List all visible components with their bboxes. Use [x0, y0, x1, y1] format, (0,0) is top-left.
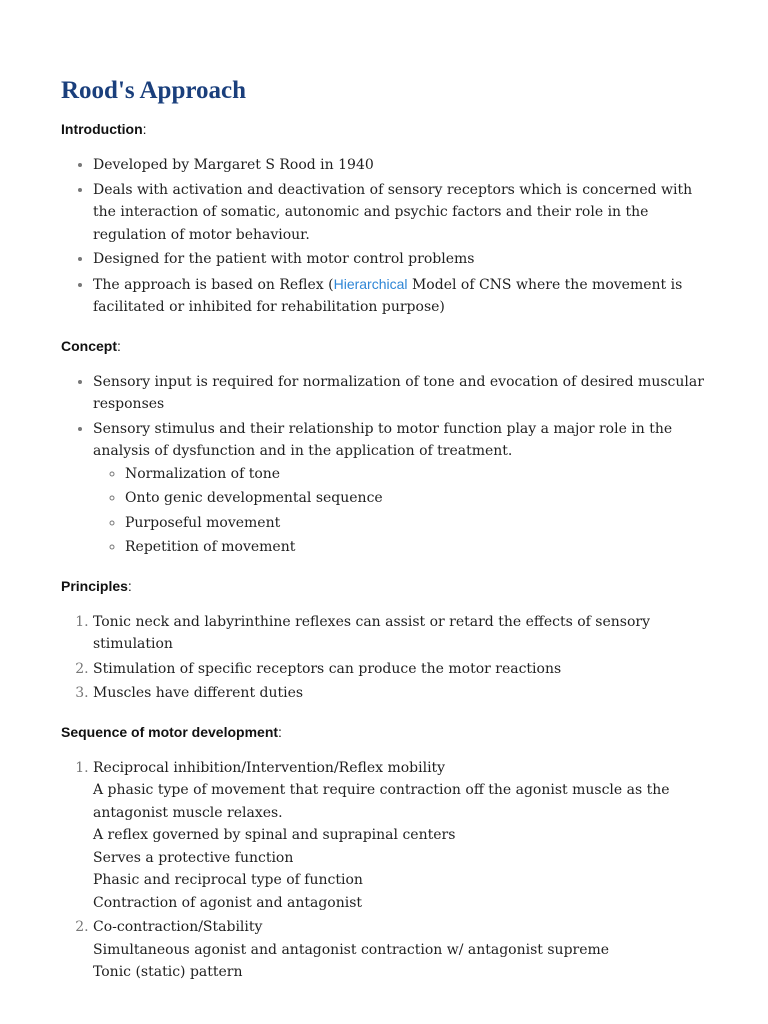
principles-list — [61, 611, 708, 705]
introduction-heading-text: Introduction — [61, 121, 143, 137]
list-item-text: Deals with activation and deactivation of sensory receptors which is concerned with the interaction of somatic, autonomic and psychic factors and their role in the regulation of motor behaviour. — [93, 181, 693, 243]
list-item-text-continued: Model of CNS where the movement is facilitated or inhibited for rehabilitation purpose) — [93, 276, 683, 315]
list-item — [93, 418, 708, 559]
principles-heading — [61, 575, 708, 597]
heading-colon: : — [142, 121, 147, 137]
stage-detail: Tonic (static) pattern — [93, 964, 243, 980]
heading-colon: : — [127, 577, 132, 594]
sublist-item: ◦ Repetition of movement — [125, 536, 708, 559]
list-item-text: Developed by Margaret S Rood in 1940 — [93, 157, 374, 173]
list-item — [93, 757, 708, 915]
sublist-item: ◦ Normalization of tone — [125, 463, 708, 486]
introduction-list — [61, 154, 708, 319]
stage-title: 1. Reciprocal inhibition/Intervention/Reflex mobility — [93, 759, 446, 776]
concept-heading — [61, 335, 708, 357]
sequence-heading — [61, 721, 708, 743]
stage-detail: Contraction of agonist and antagonist — [93, 894, 363, 911]
sublist-item: ◦ Onto genic developmental sequence — [125, 487, 708, 510]
list-item-text: Sensory stimulus and their relationship to motor function play a major role in the analysis of dysfunction and in the application of treatment. — [93, 420, 673, 459]
heading-colon: : — [117, 337, 121, 354]
hierarchical-link[interactable]: Hierarchical — [333, 275, 408, 292]
concept-heading-text: Concept — [61, 337, 117, 354]
introduction-heading — [61, 118, 708, 140]
list-item — [93, 179, 708, 247]
list-item — [93, 916, 708, 984]
stage-detail: Simultaneous agonist and antagonist contraction w/ antagonist supreme — [93, 941, 610, 958]
sublist-item: ◦ Purposeful movement — [125, 512, 708, 535]
page-title: Rood's Approach — [61, 77, 247, 104]
list-item-text: Designed for the patient with motor control problems — [93, 251, 475, 267]
list-item: 2. Stimulation of specific receptors can produce the motor reactions — [93, 658, 708, 681]
list-item — [93, 371, 708, 416]
sequence-heading-text: Sequence of motor development — [61, 723, 279, 740]
list-item — [93, 273, 708, 319]
list-item: 3. Muscles have different duties — [93, 682, 708, 705]
stage-detail: A phasic type of movement that require contraction off the agonist muscle as the antagonist muscle relaxes. — [93, 782, 670, 821]
stage-detail: Phasic and reciprocal type of function — [93, 872, 363, 888]
concept-sublist — [93, 463, 708, 559]
stage-detail: A reflex governed by spinal and suprapinal centers — [93, 827, 456, 843]
list-item-text: The approach is based on Reflex ( — [93, 276, 334, 293]
stage-detail: Serves a protective function — [93, 849, 294, 866]
list-item — [93, 248, 708, 271]
principles-heading-text: Principles — [61, 577, 128, 594]
list-item — [93, 154, 708, 177]
heading-colon: : — [278, 723, 282, 740]
concept-list — [61, 371, 708, 559]
list-item: 1. Tonic neck and labyrinthine reflexes can assist or retard the effects of sensory stimulation — [93, 611, 708, 656]
list-item-text: Sensory input is required for normalization of tone and evocation of desired muscular responses — [93, 373, 704, 412]
stage-title: 2. Co-contraction/Stability — [93, 919, 263, 935]
sequence-list — [61, 757, 708, 984]
